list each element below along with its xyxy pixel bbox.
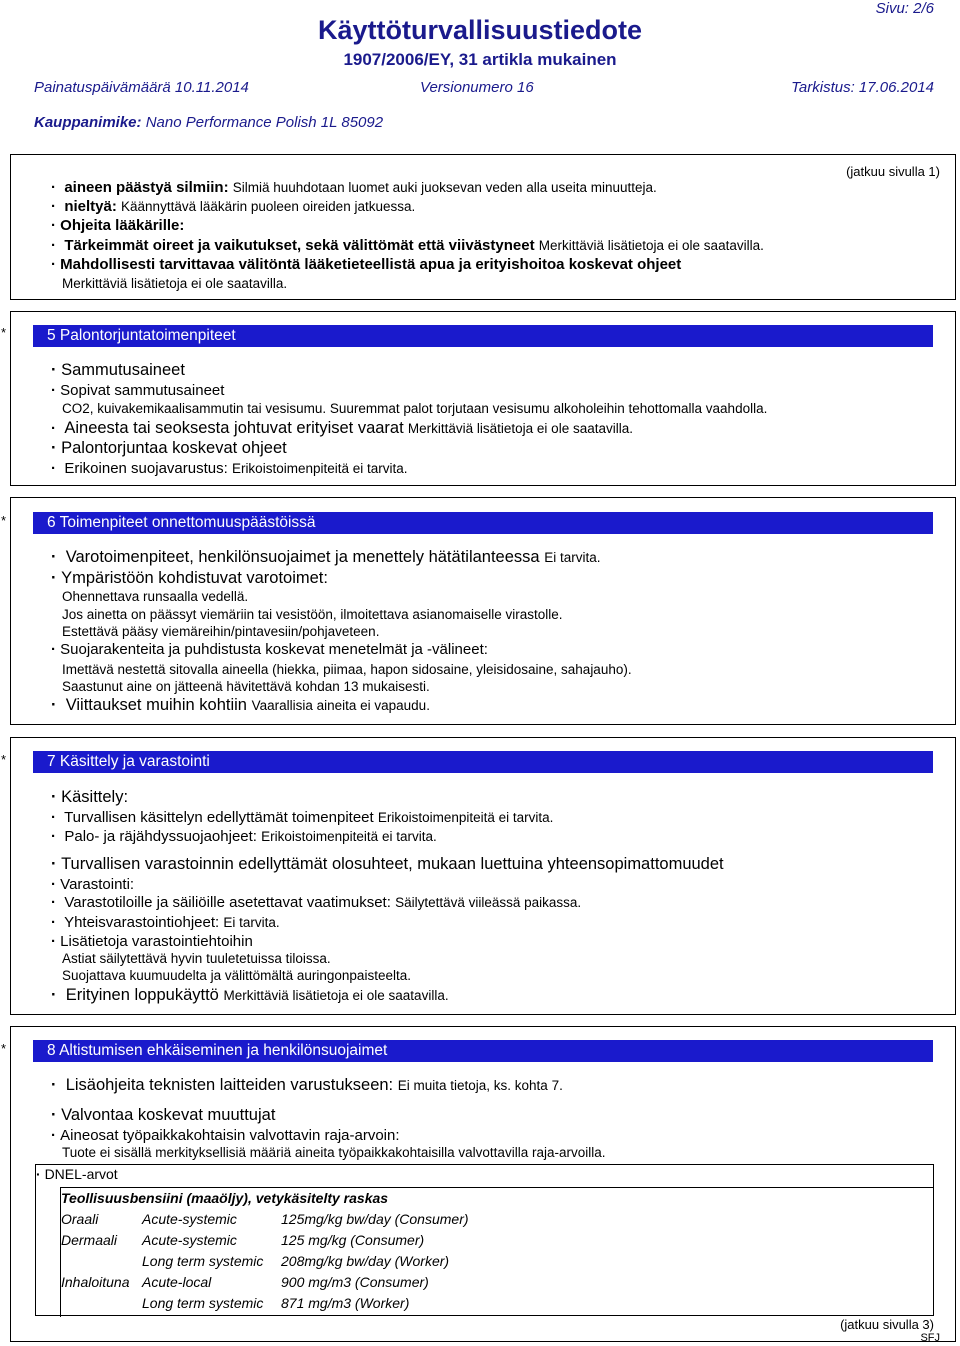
joint-storage-line [51,914,280,931]
product-label: Kauppanimike: [34,114,142,131]
treatment-text: Merkittäviä lisätietoja ei ole saatavilla. [62,276,288,291]
storage-conditions: · Turvallisen varastoinnin edellyttämät olosuhteet, mukaan luettuina yhteensopimattomuudet [51,855,724,874]
section-6-box [10,497,956,725]
technical-line [51,1076,563,1095]
print-date: Painatuspäivämäärä 10.11.2014 [34,79,249,96]
precautions-label: Varotoimenpiteet, henkilönsuojaimet ja menettely hätätilanteessa [65,548,540,566]
environmental-precautions: · Ympäristöön kohdistuvat varotoimet: [51,569,328,588]
dnel-value: 208mg/kg bw/day (Worker) [281,1253,450,1269]
revision-date: Tarkistus: 17.06.2014 [791,79,934,96]
dnel-value: 125 mg/kg (Consumer) [281,1232,425,1248]
joint-storage-text: Ei tarvita. [223,915,280,930]
section-5-star: * [1,325,7,340]
protective-equipment-line [51,460,408,477]
safe-handling-label: Turvallisen käsittelyn edellyttämät toimenpiteet [64,809,374,826]
swallow-line [51,198,415,215]
firefighting-advice: · Palontorjuntaa koskevat ohjeet [51,439,287,458]
end-use-line [51,986,449,1005]
section-7-star: * [1,752,7,767]
fire-protection-label: Palo- ja räjähdyssuojaohjeet: [64,828,257,845]
dnel-value: 125mg/kg bw/day (Consumer) [281,1211,469,1227]
dnel-route: Inhaloituna [61,1274,130,1290]
dnel-type: Acute-systemic [142,1211,237,1227]
symptoms-label: Tärkeimmät oireet ja vaikutukset, sekä välittömät että viivästyneet [64,237,535,254]
references-line [51,696,430,715]
special-hazards-line [51,419,633,438]
continued-from: (jatkuu sivulla 1) [846,164,940,179]
section-7-box [10,737,956,1015]
dnel-left-rule [60,1187,61,1317]
section-8-star: * [1,1041,7,1056]
product-name: Nano Performance Polish 1L 85092 [145,114,384,131]
section-7-title: 7 Käsittely ja varastointi [47,753,210,770]
extinguishing-media: · Sammutusaineet [51,361,185,380]
dnel-type: Long term systemic [142,1253,264,1269]
cleanup-line-1: Imettävä nestettä sitovalla aineella (hiekka, piimaa, hapon sidosaine, yleisidosaine, sahajauho). [62,662,632,677]
end-use-label: Erityinen loppukäyttö [65,986,219,1004]
cleanup-methods: · Suojarakenteita ja puhdistusta koskevat menetelmät ja -välineet: [51,641,488,658]
swallow-label: nieltyä: [64,198,117,215]
safe-handling-line [51,809,553,826]
handling-heading: · Käsittely: [51,788,128,807]
eye-contact-text: Silmiä huuhdotaan luomet auki juoksevan veden alla useita minuutteja. [232,180,657,195]
version-number: Versionumero 16 [420,79,534,96]
language-code: SFJ [920,1332,940,1344]
page-number: Sivu: 2/6 [875,0,934,17]
section-5-box [10,311,956,486]
dnel-type: Acute-systemic [142,1232,237,1248]
fire-protection-line [51,828,437,845]
section-5-title: 5 Palontorjuntatoimenpiteet [47,327,236,344]
section-8-header [33,1040,933,1062]
precautions-line [51,548,600,567]
special-hazards-text: Merkittäviä lisätietoja ei ole saatavilla. [407,421,633,436]
dnel-table [35,1164,934,1316]
section-7-header [33,751,933,773]
control-parameters: · Valvontaa koskevat muuttujat [51,1106,275,1125]
product-name-line [34,114,383,131]
dnel-value: 900 mg/m3 (Consumer) [281,1274,429,1290]
cleanup-line-2: Saastunut aine on jätteenä hävitettävä kohdan 13 mukaisesti. [62,679,430,694]
suitable-media-text: CO2, kuivakemikaalisammutin tai vesisumu. Suuremmat palot torjutaan vesisumu alkoholeihin tehottomalla vaahdolla. [62,401,768,416]
safe-handling-text: Erikoistoimenpiteitä ei tarvita. [377,810,554,825]
section-5-header [33,325,933,347]
joint-storage-label: Yhteisvarastointiohjeet: [64,914,220,931]
document-subtitle: 1907/2006/EY, 31 artikla mukainen [343,50,617,69]
storage-requirements-line [51,894,581,911]
symptoms-line [51,237,764,254]
dnel-heading [36,1166,118,1182]
env-line-2: Jos ainetta on päässyt viemäriin tai vesistöön, ilmoitettava asianomaiselle virastolle. [62,607,563,622]
dnel-value: 871 mg/m3 (Worker) [281,1295,410,1311]
further-storage-info: · Lisätietoja varastointiehtoihin [51,933,253,950]
section-4-box [10,154,956,300]
special-hazards-label: Aineesta tai seoksesta johtuvat erityiset vaarat [64,419,404,437]
env-line-3: Estettävä pääsy viemäreihin/pintavesiin/pohjaveteen. [62,624,380,639]
treatment-heading: · Mahdollisesti tarvittavaa välitöntä lääketieteellistä apua ja erityishoitoa koskevat ohjeet [51,256,681,273]
doctor-advice-heading: · Ohjeita lääkärille: [51,217,184,234]
document-title: Käyttöturvallisuustiedote [317,15,643,45]
further-line-1: Astiat säilytettävä hyvin tuuletetuissa tiloissa. [62,951,331,966]
protective-equipment-label: Erikoinen suojavarustus: [64,460,228,477]
dnel-substance: Teollisuusbensiini (maaöljy), vetykäsitelty raskas [61,1190,389,1206]
fire-protection-text: Erikoistoimenpiteitä ei tarvita. [261,829,437,844]
section-6-header [33,512,933,534]
dnel-route: Oraali [61,1211,99,1227]
eye-contact-label: aineen päästyä silmiin: [64,179,229,196]
dnel-divider [60,1187,934,1188]
swallow-text: Käännyttävä lääkärin puoleen oireiden jatkuessa. [121,199,416,214]
eye-contact-line [51,179,657,196]
storage-requirements-label: Varastotiloille ja säiliöille asetettavat vaatimukset: [64,894,391,911]
technical-text: Ei muita tietoja, ks. kohta 7. [397,1078,563,1093]
references-text: Vaarallisia aineita ei vapaudu. [251,698,430,713]
continued-to: (jatkuu sivulla 3) [840,1317,934,1332]
env-line-1: Ohennettava runsaalla vedellä. [62,589,249,604]
limit-values-heading: · Aineosat työpaikkakohtaisin valvottavin raja-arvoin: [51,1127,400,1144]
further-line-2: Suojattava kuumuudelta ja välittömältä auringonpaisteelta. [62,968,411,983]
dnel-type: Acute-local [142,1274,212,1290]
limit-values-text: Tuote ei sisällä merkityksellisiä määriä aineita työpaikkakohtaisilla valvottavilla raja-arvoilla. [62,1145,606,1160]
suitable-media: · Sopivat sammutusaineet [51,382,224,399]
dnel-type: Long term systemic [142,1295,264,1311]
storage-requirements-text: Säilytettävä viileässä paikassa. [395,895,582,910]
symptoms-text: Merkittäviä lisätietoja ei ole saatavilla. [538,238,764,253]
end-use-text: Merkittäviä lisätietoja ei ole saatavilla. [223,988,449,1003]
dnel-label: DNEL-arvot [44,1166,118,1182]
storage-heading: · Varastointi: [51,876,134,893]
references-label: Viittaukset muihin kohtiin [65,696,247,714]
protective-equipment-text: Erikoistoimenpiteitä ei tarvita. [231,461,408,476]
section-8-title: 8 Altistumisen ehkäiseminen ja henkilönsuojaimet [47,1042,388,1059]
technical-label: Lisäohjeita teknisten laitteiden varustukseen: [65,1076,394,1094]
dnel-route: Dermaali [61,1232,118,1248]
precautions-text: Ei tarvita. [544,550,601,565]
section-6-title: 6 Toimenpiteet onnettomuuspäästöissä [47,514,316,531]
section-6-star: * [1,513,7,528]
